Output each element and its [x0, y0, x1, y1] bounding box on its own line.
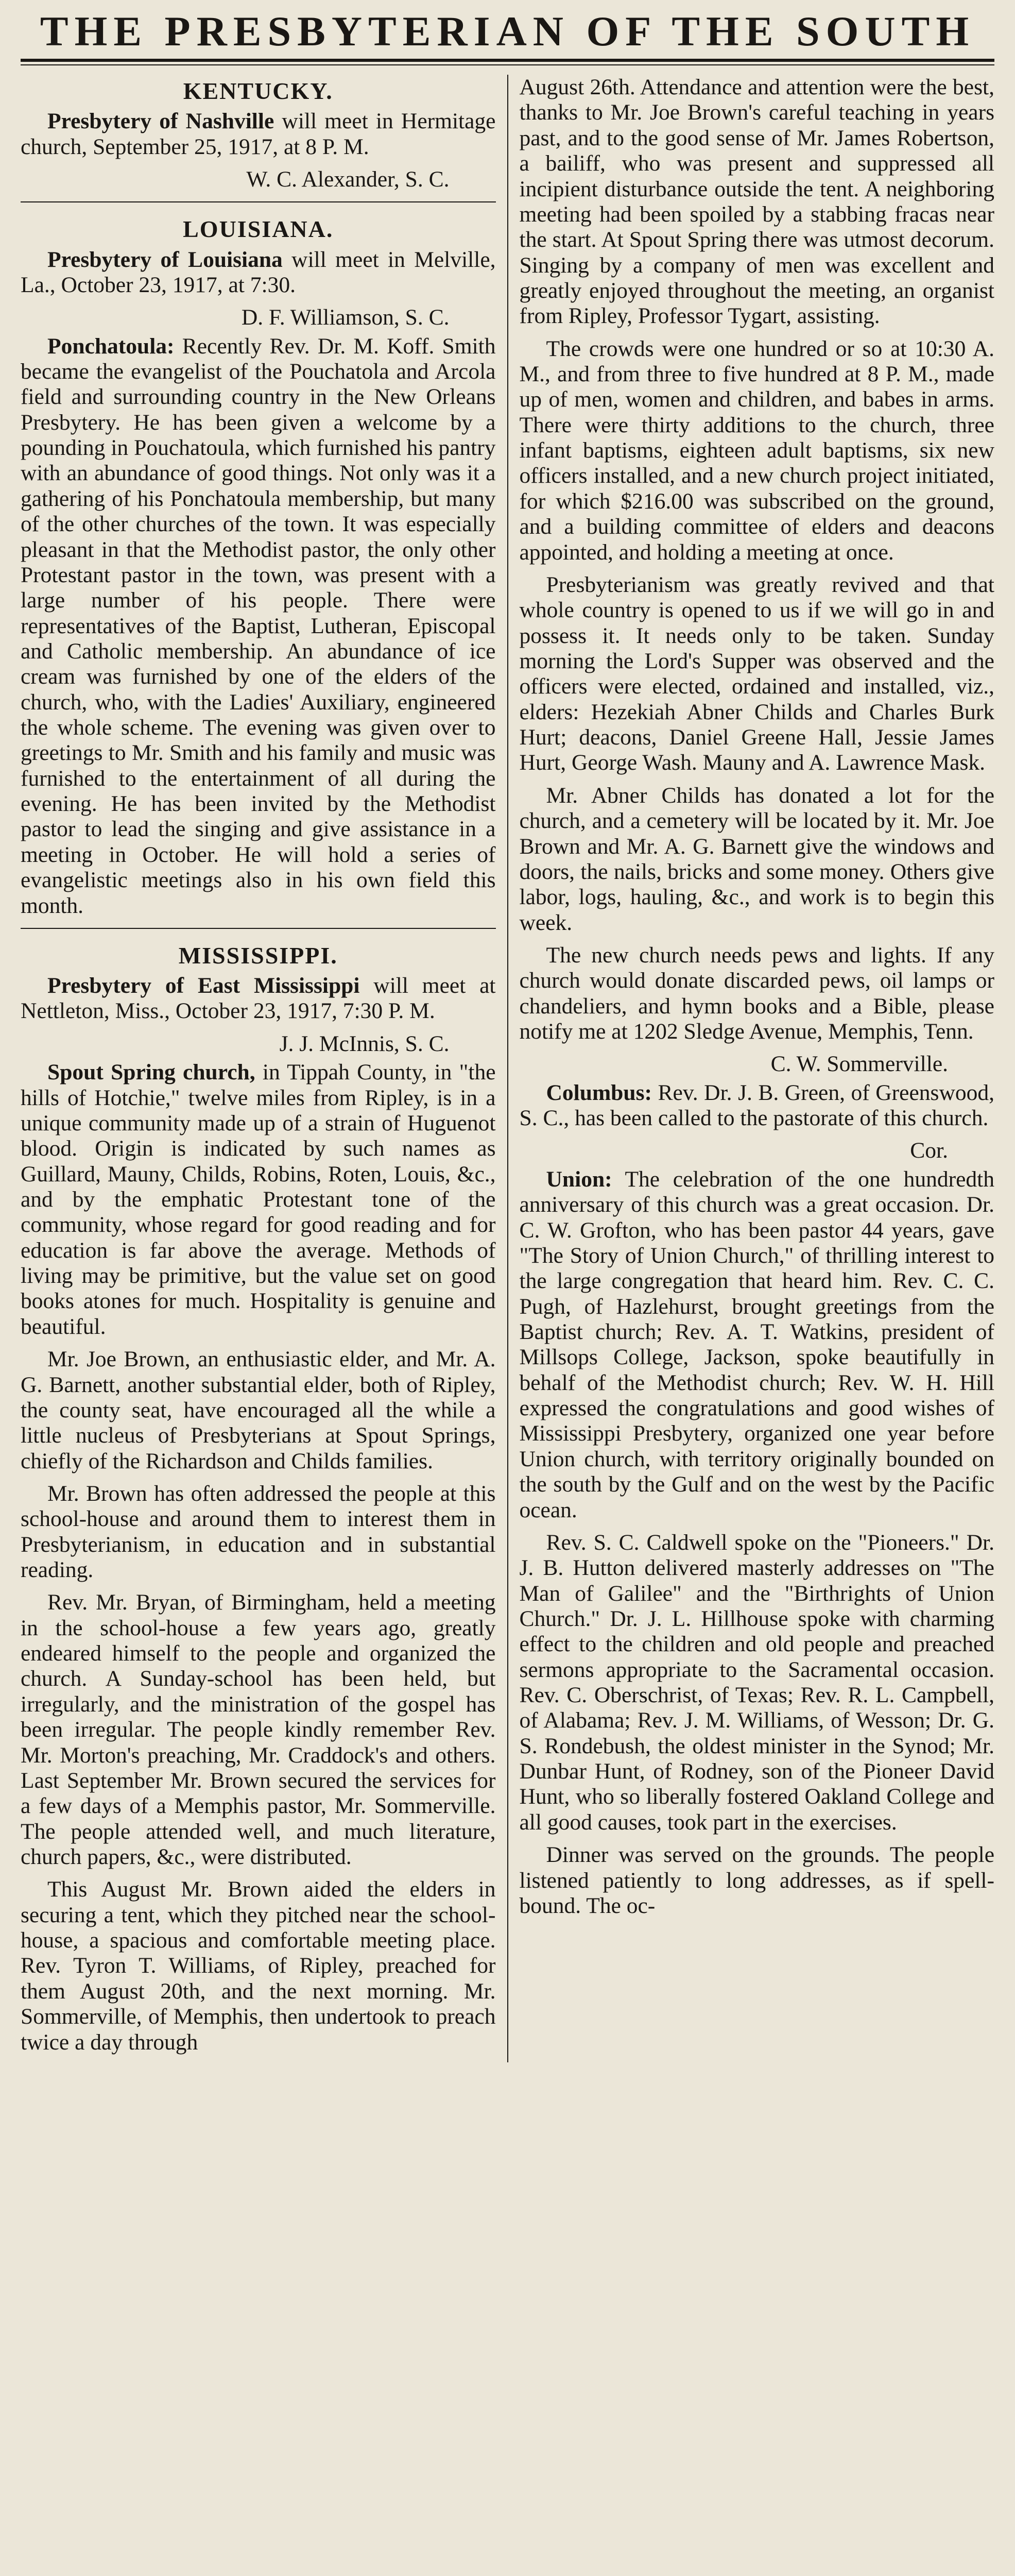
paragraph: This August Mr. Brown aided the elders in securing a tent, which they pitched near the school-house, a spacious and comfortable meeting place. Rev. Tyron T. Williams, of Ripley, preached for them August 20th, and the next morning. Mr. Sommerville, of Memphis, then undertook to preach twice a day through — [21, 1877, 496, 2055]
kentucky-notice — [21, 109, 496, 160]
ponchatoula-item — [21, 334, 496, 919]
section-heading-kentucky: KENTUCKY. — [183, 78, 333, 105]
paragraph: Mr. Brown has often addressed the people at this school-house and around them to interest them in Presbyterianism, in education and in substantial reading. — [21, 1481, 496, 1583]
kentucky-signature: W. C. Alexander, S. C. — [246, 167, 450, 192]
sommerville-signature: C. W. Sommerville. — [770, 1052, 948, 1077]
masthead: THE PRESBYTERIAN OF THE SOUTH — [40, 8, 975, 55]
cor-signature: Cor. — [910, 1138, 948, 1163]
union-item-text: The celebration of the one hundredth anniversary of this church was a great occasion. Dr. C. W. Grofton, who has been pastor 44 years, gave "The Story of Union Church," of thrilling interest to the large congregation that heard him. Rev. C. C. Pugh, of Hazlehurst, brought greetings from the Baptist church; Rev. A. T. Watkins, president of Millsops College, Jackson, spoke beautifully in behalf of the Methodist church; Rev. W. H. Hill expressed the congratulations and good wishes of Mississippi Presbytery, organized one year before Union church, with territory originally bounded on the south by the Gulf and on the west by the Pacific ocean. — [519, 1166, 994, 1522]
paragraph: The crowds were one hundred or so at 10:30 A. M., and from three to five hundred at 8 P. M., made up of men, women and children, and babes in arms. There were thirty additions to the church, three infant baptisms, eighteen adult baptisms, six new officers installed, and a new church project initiated, for which $216.00 was subscribed on the ground, and a building committee of elders and deacons appointed, and holding a meeting at once. — [519, 336, 994, 565]
paragraph: Mr. Abner Childs has donated a lot for the church, and a cemetery will be located by it. Mr. Joe Brown and Mr. A. G. Barnett give the windows and doors, the nails, bricks and some money. Others give labor, logs, hauling, &c., and work is to begin this week. — [519, 783, 994, 935]
section-heading-louisiana: LOUISIANA. — [183, 216, 334, 243]
kentucky-notice-bold: Presbytery of Nashville — [47, 109, 274, 134]
section-divider — [21, 201, 496, 202]
union-item — [520, 1167, 995, 1523]
spout-spring-item-bold: Spout Spring church, — [47, 1060, 255, 1085]
paragraph: Dinner was served on the grounds. The people listened patiently to long addresses, as if spell-bound. The oc- — [519, 1842, 994, 1918]
section-heading-mississippi: MISSISSIPPI. — [178, 942, 338, 969]
columbus-item-text: Rev. Dr. J. B. Green, of Greenswood, S. C., has been called to the pastorate of this church. — [519, 1080, 994, 1131]
article-columns — [21, 75, 994, 2062]
ponchatoula-item-text: Recently Rev. Dr. M. Koff. Smith became the evangelist of the Pouchatola and Arcola field and surrounding country in the New Orleans Presbytery. He has been given a welcome by a pounding in Pouchatoula, which furnished his pantry with an abundance of good things. Not only was it a gathering of his Ponchatoula membership, but many of the other churches of the town. It was especially pleasant in that the Methodist pastor, the only other Protestant pastor in the town, was present with a large number of his people. There were representatives of the Baptist, Lutheran, Episcopal and Catholic membership. An abundance of ice cream was furnished by one of the elders of the church, who, with the Ladies' Auxiliary, engineered the whole scheme. The evening was given over to greetings to Mr. Smith and his family and music was furnished to the entertainment of all during the evening. He has been invited by the Methodist pastor to lead the singing and give assistance in a meeting in October. He will hold a series of evangelistic meetings also in his own field this month. — [21, 333, 496, 918]
right-column — [508, 75, 995, 2062]
columbus-item-bold: Columbus: — [546, 1080, 652, 1105]
paragraph: Presbyterianism was greatly revived and that whole country is opened to us if we will go in and possess it. It needs only to be taken. Sunday morning the Lord's Supper was observed and the officers were elected, ordained and installed, viz., elders: Hezekiah Abner Childs and Charles Burk Hurt; deacons, Daniel Greene Hall, Jessie James Hurt, George Wash. Mauny and A. Lawrence Mask. — [519, 572, 994, 775]
union-item-bold: Union: — [546, 1166, 612, 1192]
louisiana-signature: D. F. Williamson, S. C. — [241, 305, 450, 330]
spout-spring-item — [21, 1060, 496, 1340]
paragraph: August 26th. Attendance and attention were the best, thanks to Mr. Joe Brown's careful teaching in years past, and to the good sense of Mr. James Robertson, a bailiff, who was present and suppressed all incipient disturbance outside the tent. A neighboring meeting had been spoiled by a stabbing fracas near the start. At Spout Spring there was utmost decorum. Singing by a company of men was excellent and greatly enjoyed throughout the meeting, an organist from Ripley, Professor Tygart, assisting. — [519, 75, 994, 329]
mississippi-notice-text: will meet at Nettleton, Miss., October 23, 1917, 7:30 P. M. — [21, 973, 496, 1024]
louisiana-notice — [21, 247, 496, 298]
masthead-rule — [21, 59, 994, 65]
kentucky-notice-text: will meet in Hermitage church, September 25, 1917, at 8 P. M. — [21, 109, 496, 159]
left-column — [21, 75, 507, 2062]
paragraph: The new church needs pews and lights. If any church would donate discarded pews, oil lamps or chandeliers, and hymn books and a Bible, please notify me at 1202 Sledge Avenue, Memphis, Tenn. — [519, 942, 994, 1044]
spout-spring-item-text: in Tippah County, in "the hills of Hotchie," twelve miles from Ripley, is in a unique community made up of a strain of Huguenot blood. Origin is indicated by such names as Guillard, Mauny, Childs, Robins, Roten, Louis, &c., and by the emphatic Protestant tone of the community, whose regard for good reading and for education is far above the average. Methods of living may be primitive, but the value set on good books atones for much. Hospitality is genuine and beautiful. — [21, 1060, 496, 1339]
paragraph: Rev. S. C. Caldwell spoke on the "Pioneers." Dr. J. B. Hutton delivered masterly addresses on "The Man of Galilee" and the "Birthrights of Union Church." Dr. J. L. Hillhouse spoke with charming effect to the children and old people and preached sermons appropriate to the Sacramental occasion. Rev. C. Oberschrist, of Texas; Rev. R. L. Campbell, of Alabama; Rev. J. M. Williams, of Wesson; Dr. G. S. Rondebush, the oldest minister in the Synod; Mr. Dunbar Hunt, of Rodney, son of the Pioneer David Hunt, who so liberally fostered Oakland College and all good causes, took part in the exercises. — [519, 1530, 994, 1835]
louisiana-notice-bold: Presbytery of Louisiana — [47, 247, 283, 272]
columbus-item — [520, 1080, 995, 1131]
louisiana-notice-text: will meet in Melville, La., October 23, 1917, at 7:30. — [21, 247, 496, 297]
section-divider — [21, 928, 496, 929]
mississippi-signature: J. J. McInnis, S. C. — [279, 1031, 450, 1056]
paragraph: Mr. Joe Brown, an enthusiastic elder, and Mr. A. G. Barnett, another substantial elder, both of Ripley, the county seat, have encouraged all the while a little nucleus of Presbyterians at Spout Springs, chiefly of the Richardson and Childs families. — [21, 1347, 496, 1473]
mississippi-notice-bold: Presbytery of East Mississippi — [47, 973, 360, 998]
paragraph: Rev. Mr. Bryan, of Birmingham, held a meeting in the school-house a few years ago, greatly endeared himself to the people and organized the church. A Sunday-school has been held, but irregularly, and the ministration of the gospel has been irregular. The people kindly remember Rev. Mr. Morton's preaching, Mr. Craddock's and others. Last September Mr. Brown secured the services for a few days of a Memphis pastor, Mr. Sommerville. The people attended well, and much literature, church papers, &c., were distributed. — [21, 1590, 496, 1869]
ponchatoula-item-bold: Ponchatoula: — [47, 333, 175, 359]
mississippi-notice — [21, 973, 496, 1024]
